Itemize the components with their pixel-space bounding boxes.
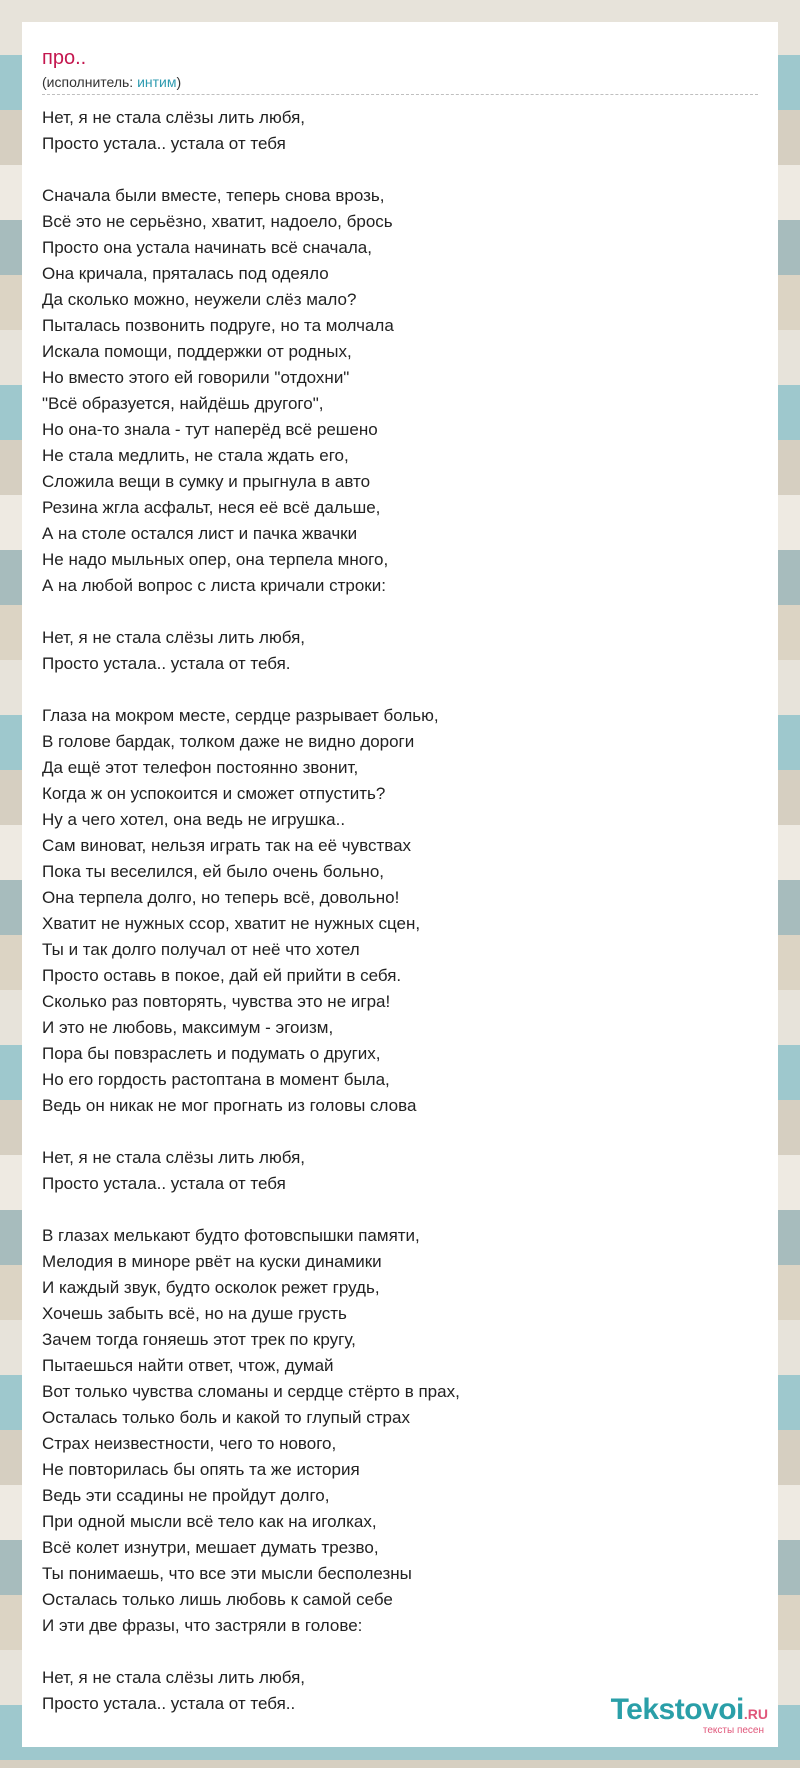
- lyric-line: Нет, я не стала слёзы лить любя,: [42, 108, 306, 127]
- lyric-line: Искала помощи, поддержки от родных,: [42, 342, 352, 361]
- lyric-line: Осталась только боль и какой то глупый страх: [42, 1408, 410, 1427]
- lyric-line: Пора бы повзраслеть и подумать о других,: [42, 1044, 381, 1063]
- lyric-line: Глаза на мокром месте, сердце разрывает болью,: [42, 706, 439, 725]
- lyric-line: А на любой вопрос с листа кричали строки:: [42, 576, 386, 595]
- lyric-line: [42, 677, 758, 703]
- lyric-line: Просто устала.. устала от тебя.: [42, 654, 291, 673]
- lyric-line: Не надо мыльных опер, она терпела много,: [42, 550, 389, 569]
- lyric-line: [42, 599, 758, 625]
- lyrics-text: [42, 105, 758, 1717]
- lyric-line: [42, 1197, 758, 1223]
- lyric-line: Сколько раз повторять, чувства это не игра!: [42, 992, 391, 1011]
- lyric-line: Мелодия в миноре рвёт на куски динамики: [42, 1252, 382, 1271]
- lyric-line: Нет, я не стала слёзы лить любя,: [42, 1148, 306, 1167]
- site-logo[interactable]: [611, 1695, 768, 1737]
- logo-tagline: тексты песен: [702, 1725, 764, 1736]
- lyric-line: Осталась только лишь любовь к самой себе: [42, 1590, 393, 1609]
- lyric-line: Всё это не серьёзно, хватит, надоело, брось: [42, 212, 393, 231]
- lyric-line: Просто оставь в покое, дай ей прийти в себя.: [42, 966, 402, 985]
- lyric-line: Пока ты веселился, ей было очень больно,: [42, 862, 385, 881]
- lyric-line: Пыталась позвонить подруге, но та молчала: [42, 316, 394, 335]
- artist-link[interactable]: интим: [137, 74, 177, 90]
- lyric-line: Но она-то знала - тут наперёд всё решено: [42, 420, 378, 439]
- lyric-line: Резина жгла асфальт, неся её всё дальше,: [42, 498, 381, 517]
- lyric-line: Но его гордость растоптана в момент была,: [42, 1070, 390, 1089]
- lyric-line: Она кричала, пряталась под одеяло: [42, 264, 329, 283]
- logo-main-text: Tekstovoi: [610, 1693, 744, 1726]
- lyric-line: [42, 1119, 758, 1145]
- lyric-line: [42, 1639, 758, 1665]
- lyric-line: И это не любовь, максимум - эгоизм,: [42, 1018, 334, 1037]
- lyric-line: Но вместо этого ей говорили "отдохни": [42, 368, 350, 387]
- lyric-line: Сначала были вместе, теперь снова врозь,: [42, 186, 385, 205]
- lyric-line: И эти две фразы, что застряли в голове:: [42, 1616, 363, 1635]
- logo-domain-text: .RU: [743, 1706, 768, 1722]
- lyric-line: В голове бардак, толком даже не видно дороги: [42, 732, 415, 751]
- lyric-line: В глазах мелькают будто фотовспышки памяти,: [42, 1226, 420, 1245]
- lyric-line: При одной мысли всё тело как на иголках,: [42, 1512, 377, 1531]
- lyric-line: Просто устала.. устала от тебя: [42, 1174, 286, 1193]
- lyric-line: Пытаешься найти ответ, чтож, думай: [42, 1356, 334, 1375]
- lyric-line: Она терпела долго, но теперь всё, довольно!: [42, 888, 400, 907]
- lyric-line: Ведь эти ссадины не пройдут долго,: [42, 1486, 330, 1505]
- lyric-line: Когда ж он успокоится и сможет отпустить?: [42, 784, 386, 803]
- lyric-line: Всё колет изнутри, мешает думать трезво,: [42, 1538, 379, 1557]
- lyric-line: Просто устала.. устала от тебя: [42, 134, 286, 153]
- lyric-line: Ты и так долго получал от неё что хотел: [42, 940, 360, 959]
- artist-line: [42, 73, 758, 91]
- lyric-line: Просто она устала начинать всё сначала,: [42, 238, 372, 257]
- lyric-line: Сложила вещи в сумку и прыгнула в авто: [42, 472, 371, 491]
- song-title: про..: [42, 47, 87, 69]
- lyric-line: Не повторилась бы опять та же история: [42, 1460, 360, 1479]
- lyric-line: Нет, я не стала слёзы лить любя,: [42, 628, 306, 647]
- lyric-line: Страх неизвестности, чего то нового,: [42, 1434, 337, 1453]
- lyric-line: Хватит не нужных ссор, хватит не нужных сцен,: [42, 914, 421, 933]
- artist-suffix: ): [176, 74, 182, 90]
- artist-prefix: (исполнитель:: [42, 74, 138, 90]
- lyric-line: А на столе остался лист и пачка жвачки: [42, 524, 358, 543]
- lyric-line: Не стала медлить, не стала ждать его,: [42, 446, 349, 465]
- lyric-line: Ведь он никак не мог прогнать из головы слова: [42, 1096, 417, 1115]
- lyric-line: "Всё образуется, найдёшь другого",: [42, 394, 324, 413]
- lyric-line: Зачем тогда гоняешь этот трек по кругу,: [42, 1330, 356, 1349]
- lyric-line: Нет, я не стала слёзы лить любя,: [42, 1668, 306, 1687]
- lyric-line: Хочешь забыть всё, но на душе грусть: [42, 1304, 347, 1323]
- lyric-line: Сам виноват, нельзя играть так на её чувствах: [42, 836, 412, 855]
- lyric-line: Да сколько можно, неужели слёз мало?: [42, 290, 357, 309]
- lyric-line: И каждый звук, будто осколок режет грудь,: [42, 1278, 380, 1297]
- lyric-line: Просто устала.. устала от тебя..: [42, 1694, 296, 1713]
- lyric-line: [42, 157, 758, 183]
- lyrics-card: [22, 22, 778, 1747]
- lyric-line: Ну а чего хотел, она ведь не игрушка..: [42, 810, 346, 829]
- divider: [42, 94, 758, 95]
- lyric-line: Вот только чувства сломаны и сердце стёрто в прах,: [42, 1382, 460, 1401]
- lyric-line: Ты понимаешь, что все эти мысли бесполезны: [42, 1564, 412, 1583]
- lyric-line: Да ещё этот телефон постоянно звонит,: [42, 758, 359, 777]
